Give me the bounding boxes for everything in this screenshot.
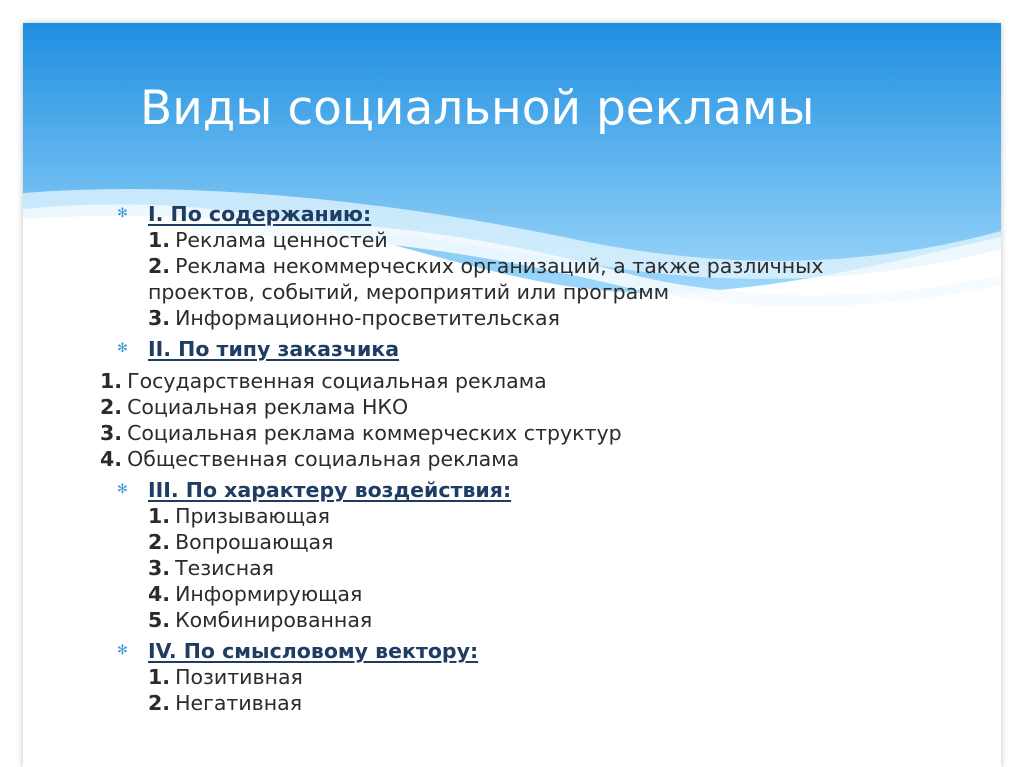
item-number: 1. <box>100 369 123 393</box>
section-heading: II. По типу заказчика <box>148 337 400 361</box>
content-body <box>100 201 980 716</box>
list-item <box>148 305 980 331</box>
section-list <box>100 368 980 472</box>
item-text: Социальная реклама коммерческих структур <box>127 421 622 445</box>
list-item <box>100 446 980 472</box>
item-number: 1. <box>148 228 171 252</box>
item-text: Призывающая <box>175 504 331 528</box>
section-content <box>117 201 980 331</box>
item-number: 3. <box>100 421 123 445</box>
section-customer <box>117 336 980 362</box>
item-number: 3. <box>148 306 171 330</box>
asterisk-bullet-icon: ✻ <box>117 643 128 658</box>
list-item <box>148 227 980 253</box>
section-impact <box>117 477 980 633</box>
section-list <box>120 664 980 716</box>
section-vector <box>117 638 980 716</box>
item-number: 2. <box>148 254 171 278</box>
item-text: Реклама некоммерческих организаций, а также различных <box>175 254 824 278</box>
asterisk-bullet-icon: ✻ <box>117 341 128 356</box>
item-number: 1. <box>148 504 171 528</box>
list-item <box>148 581 980 607</box>
item-text: Информационно-просветительская <box>175 306 560 330</box>
item-text: Реклама ценностей <box>175 228 388 252</box>
item-text: Вопрошающая <box>175 530 334 554</box>
section-heading: I. По содержанию: <box>148 202 372 226</box>
asterisk-bullet-icon: ✻ <box>117 482 128 497</box>
list-item <box>148 607 980 633</box>
list-item <box>148 555 980 581</box>
item-number: 2. <box>148 691 171 715</box>
item-number: 5. <box>148 608 171 632</box>
item-number: 4. <box>100 447 123 471</box>
item-text: Негативная <box>175 691 303 715</box>
list-item <box>100 368 980 394</box>
item-text: Тезисная <box>175 556 274 580</box>
section-heading: IV. По смысловому вектору: <box>148 639 479 663</box>
list-item <box>100 394 980 420</box>
section-heading: III. По характеру воздействия: <box>148 478 512 502</box>
list-item <box>148 253 980 279</box>
list-item <box>148 529 980 555</box>
list-item <box>100 420 980 446</box>
list-item <box>148 503 980 529</box>
asterisk-bullet-icon: ✻ <box>117 206 128 221</box>
slide-title: Виды социальной рекламы <box>140 81 815 136</box>
item-number: 2. <box>148 530 171 554</box>
item-text: Социальная реклама НКО <box>127 395 409 419</box>
item-number: 1. <box>148 665 171 689</box>
section-list <box>120 503 980 633</box>
slide <box>23 23 1001 767</box>
item-text: Информирующая <box>175 582 363 606</box>
item-number: 2. <box>100 395 123 419</box>
item-number: 4. <box>148 582 171 606</box>
item-number: 3. <box>148 556 171 580</box>
item-text: проектов, событий, мероприятий или программ <box>148 280 670 304</box>
list-item <box>148 690 980 716</box>
item-text: Общественная социальная реклама <box>127 447 520 471</box>
item-text: Позитивная <box>175 665 303 689</box>
list-item-continuation <box>148 279 980 305</box>
list-item <box>148 664 980 690</box>
item-text: Комбинированная <box>175 608 373 632</box>
section-list <box>120 227 980 331</box>
item-text: Государственная социальная реклама <box>127 369 547 393</box>
